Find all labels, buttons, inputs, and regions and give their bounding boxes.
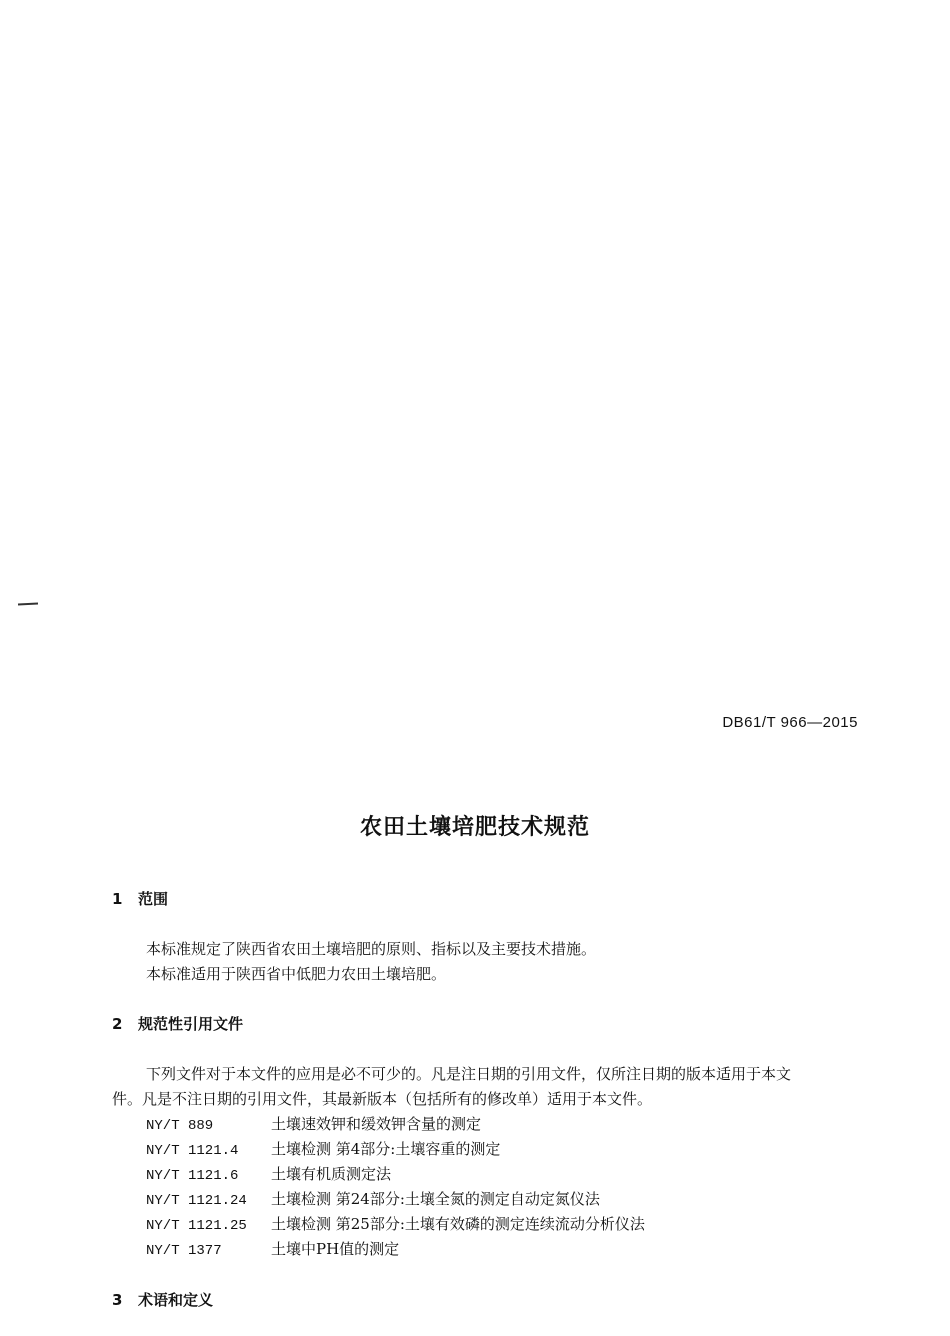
section-number: 1 <box>112 890 123 908</box>
standard-code: DB61/T 966—2015 <box>722 714 858 731</box>
references-intro-line-2: 件。凡是不注日期的引用文件，其最新版本（包括所有的修改单）适用于本文件。 <box>112 1090 653 1108</box>
reference-title: 土壤检测 第25部分:土壤有效磷的测定连续流动分析仪法 <box>271 1215 645 1233</box>
scope-paragraph-2: 本标准适用于陕西省中低肥力农田土壤培肥。 <box>146 965 447 983</box>
reference-item <box>146 1188 600 1209</box>
reference-code: NY/T 1121.25 <box>146 1218 247 1234</box>
reference-title: 土壤有机质测定法 <box>271 1165 392 1183</box>
reference-title: 土壤检测 第4部分:土壤容重的测定 <box>271 1140 501 1158</box>
section-heading-terms-definitions <box>112 1289 213 1310</box>
reference-code: NY/T 1377 <box>146 1243 222 1259</box>
section-number: 2 <box>112 1015 123 1033</box>
document-title: 农田土壤培肥技术规范 <box>359 815 590 840</box>
reference-item <box>146 1113 481 1134</box>
reference-item <box>146 1163 391 1184</box>
reference-code: NY/T 1121.6 <box>146 1168 239 1184</box>
reference-item <box>146 1213 645 1234</box>
section-title: 术语和定义 <box>138 1291 214 1309</box>
section-number: 3 <box>112 1291 123 1309</box>
reference-code: NY/T 1121.24 <box>146 1193 247 1209</box>
reference-code: NY/T 889 <box>146 1118 214 1134</box>
section-title: 范围 <box>138 890 169 908</box>
scan-artifact-mark <box>18 602 38 605</box>
reference-title: 土壤速效钾和缓效钾含量的测定 <box>271 1115 482 1133</box>
section-title: 规范性引用文件 <box>138 1015 244 1033</box>
reference-code: NY/T 1121.4 <box>146 1143 239 1159</box>
reference-title: 土壤检测 第24部分:土壤全氮的测定自动定氮仪法 <box>271 1190 600 1208</box>
section-heading-normative-references <box>112 1013 243 1034</box>
references-intro-line-1: 下列文件对于本文件的应用是必不可少的。凡是注日期的引用文件，仅所注日期的版本适用于本文 <box>146 1065 792 1083</box>
section-heading-scope <box>112 888 168 909</box>
reference-item <box>146 1138 500 1159</box>
reference-title: 土壤中PH值的测定 <box>271 1240 400 1258</box>
scope-paragraph-1: 本标准规定了陕西省农田土壤培肥的原则、指标以及主要技术措施。 <box>146 940 597 958</box>
reference-item <box>146 1238 399 1259</box>
